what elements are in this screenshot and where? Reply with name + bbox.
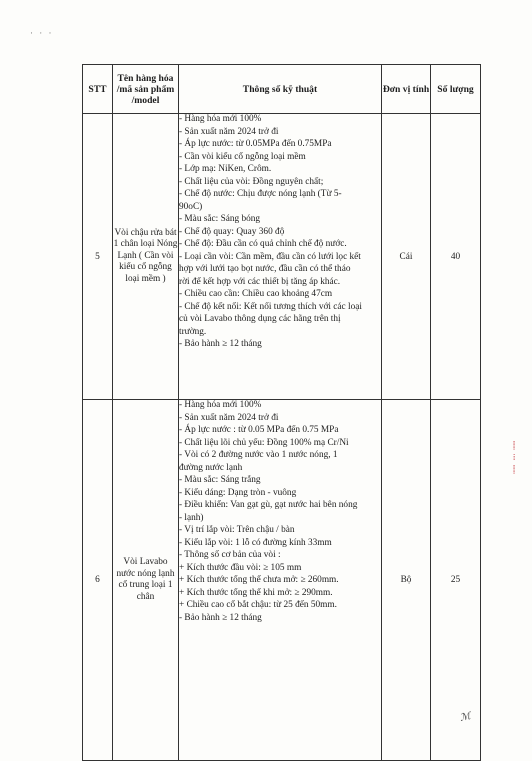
initials-signature: ℳ: [458, 711, 472, 724]
table-row: [83, 400, 481, 761]
spec-line: - Chế độ nước: Chịu được nóng lạnh (Từ 5-: [179, 189, 342, 199]
spec-line: rời để kết hợp với các thiết bị tăng áp khác.: [179, 276, 341, 287]
row-unit: Cái: [382, 114, 431, 400]
spec-line: - Điều khiển: Van gạt gù, gạt nước hai bên nóng: [179, 500, 358, 510]
row-stt: 6: [83, 400, 113, 761]
spec-table: [82, 64, 481, 761]
spec-line: - Lớp mạ: NiKen, Crôm.: [179, 164, 272, 174]
header-name: Tên hàng hóa /mã sản phẩm /model: [113, 65, 179, 114]
spec-line: - Màu sắc: Sáng bóng: [179, 214, 261, 224]
row-quantity: 40: [431, 114, 481, 400]
spec-line: - Áp lực nước: từ 0.05MPa đến 0.75MPa: [179, 139, 332, 149]
spec-line: - Bảo hành ≥ 12 tháng: [179, 612, 262, 623]
margin-mark: ⸽ ⁞ ⸽: [513, 441, 516, 474]
spec-line: - Vòi có 2 đường nước vào 1 nước nóng, 1: [179, 450, 338, 460]
spec-line: - Thông số cơ bản của vòi :: [179, 550, 281, 560]
spec-line: - Áp lực nước : từ 0.05 MPa đến 0.75 MPa: [179, 425, 339, 435]
spec-line: - Chất liệu của vòi: Đồng nguyên chất;: [179, 176, 324, 187]
row-quantity: 25: [431, 400, 481, 761]
header-stt: STT: [83, 65, 113, 114]
row-unit: Bộ: [382, 400, 431, 761]
spec-line: - Kiểu dáng: Dạng tròn - vuông: [179, 487, 297, 498]
row-stt: 5: [83, 114, 113, 400]
spec-line: - Loại cần vòi: Cần mềm, đầu cần có lưới lọc kết: [179, 251, 361, 262]
spec-line: + Chiều cao cổ bắt chậu: từ 25 đến 50mm.: [179, 600, 337, 610]
spec-line: - Chất liệu lõi chủ yếu: Đồng 100% mạ Cr/Ni: [179, 437, 349, 448]
spec-line: - Chế độ: Đầu cần có quả chỉnh chế độ nước.: [179, 239, 347, 249]
spec-line: - Chế độ kết nối: Kết nối tương thích với các loại: [179, 301, 362, 312]
header-specs: Thông số kỹ thuật: [179, 65, 382, 114]
spec-line: đường nước lạnh: [179, 462, 243, 473]
spec-line: + Kích thước tổng thể khi mở: ≥ 290mm.: [179, 587, 333, 598]
spec-line: - Sản xuất năm 2024 trở đi: [179, 412, 279, 423]
row-specs: [179, 400, 382, 761]
row-product-name: Vòi chậu rửa bát 1 chân loại Nóng Lạnh ( Cần vòi kiểu cổ ngỗng loại mềm ): [113, 114, 179, 400]
spec-line: - Cần vòi kiểu cổ ngỗng loại mềm: [179, 151, 306, 162]
spec-line: - Bảo hành ≥ 12 tháng: [179, 339, 262, 349]
spec-line: - Vị trí lắp vòi: Trên chậu / bàn: [179, 525, 295, 535]
table-header-row: [83, 65, 481, 114]
spec-line: hợp với lưới tạo bọt nước, đầu cần có thể tháo: [179, 264, 351, 274]
table-row: [83, 114, 481, 400]
spec-line: 90oC): [179, 201, 203, 212]
spec-line: + Kích thước tổng thể chưa mở: ≥ 260mm.: [179, 575, 339, 585]
spec-line: + Kích thước đầu vòi: ≥ 105 mm: [179, 562, 302, 573]
spec-line: trường.: [179, 326, 207, 337]
header-unit: Đơn vị tính: [382, 65, 431, 114]
spec-line: - Kiểu lắp vòi: 1 lỗ có đường kính 33mm: [179, 537, 332, 548]
header-qty: Số lượng: [431, 65, 481, 114]
spec-line: củ vòi Lavabo thông dụng các hãng trên thị: [179, 314, 341, 324]
row-specs: [179, 114, 382, 400]
row-product-name: Vòi Lavabo nước nóng lạnh cổ trung loại 1 chân: [113, 400, 179, 761]
spec-line: - Chiều cao cần: Chiều cao khoảng 47cm: [179, 289, 333, 299]
spec-line: - Sản xuất năm 2024 trở đi: [179, 126, 279, 137]
spec-line: - Hàng hóa mới 100%: [179, 400, 262, 410]
scan-mark: · · ·: [30, 28, 54, 38]
spec-line: - Hàng hóa mới 100%: [179, 114, 262, 124]
spec-line: - lạnh): [179, 512, 204, 523]
spec-line: - Màu sắc: Sáng trắng: [179, 475, 261, 485]
spec-line: - Chế độ quay: Quay 360 độ: [179, 226, 285, 237]
